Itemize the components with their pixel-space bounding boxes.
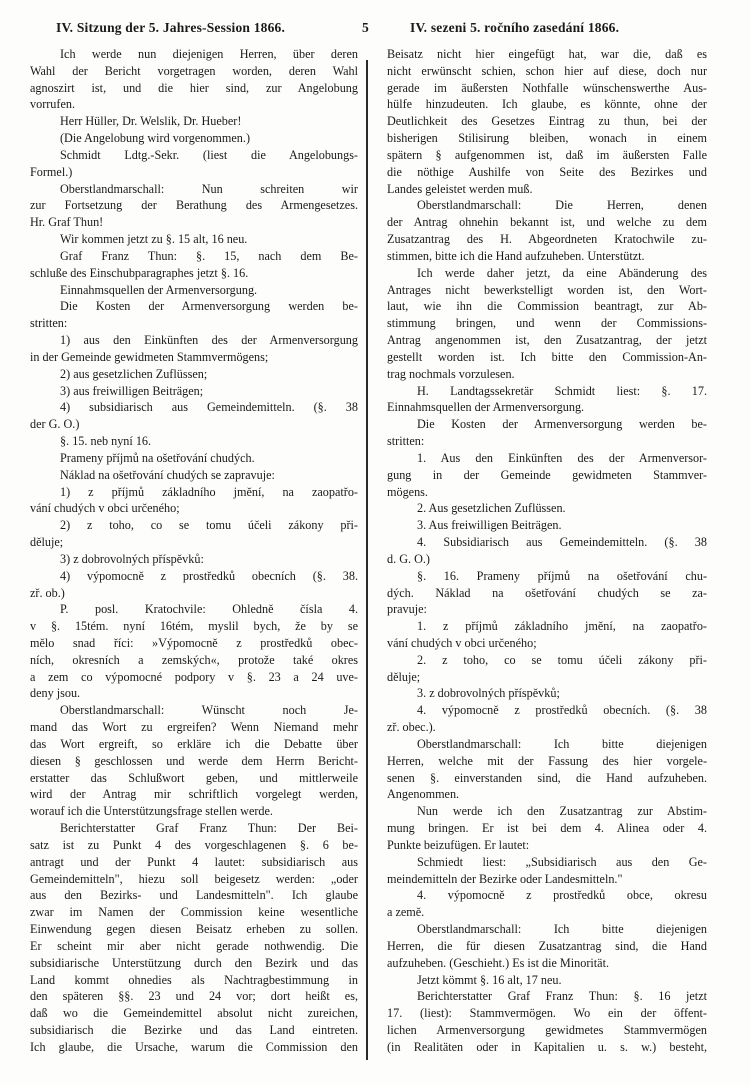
text-line: 2. Aus gesetzlichen Zuflüssen. xyxy=(417,501,566,516)
text-line: Einnahmsquellen der Armenversorgung. xyxy=(60,282,258,297)
text-line: stritten: xyxy=(387,434,425,449)
text-line: mung bringen. Er ist bei dem 4. Alinea oder 4. xyxy=(387,821,707,836)
text-line: Schmiedt liest: „Subsidiarisch aus den Ge- xyxy=(417,854,707,869)
text-line: ních, okresních a zemských«, protože také okres xyxy=(30,652,358,667)
text-line: Herr Hüller, Dr. Welslik, Dr. Hueber! xyxy=(60,114,242,129)
text-line: antragt und der Punkt 4 lautet: subsidiarisch aus xyxy=(30,854,358,869)
right-column-german-czech xyxy=(387,46,707,1056)
text-line: mögens. xyxy=(387,484,428,499)
text-line: stritten: xyxy=(30,316,68,331)
text-line: Zusatzantrag des H. Abgeordneten Kratochwile zu- xyxy=(387,232,707,247)
text-line: Nun werde ich den Zusatzantrag zur Abstim- xyxy=(417,804,707,819)
text-line: satz ist zu Punkt 4 des vorgeschlagenen §. 6 be- xyxy=(30,837,358,852)
text-line: gerade im äußersten Nothfalle wünschenswerthe Aus- xyxy=(387,80,707,95)
text-line: Oberstlandmarschall: Ich bitte diejenigen xyxy=(417,922,707,937)
text-line: schluße des Einschubparagraphes jetzt §. 16. xyxy=(30,265,249,280)
text-line: v §. 15tém. nyní 16tém, myslil bych, že by se xyxy=(30,619,358,634)
text-line: d. G. O.) xyxy=(387,551,430,566)
text-line: Die Kosten der Armenversorgung werden be- xyxy=(60,299,358,314)
text-line: děluje; xyxy=(30,535,64,550)
header-right-title: IV. sezeni 5. ročního zasedání 1866. xyxy=(410,20,620,35)
text-line: subsidiarisch die Bezirke und das Land eintreten. xyxy=(30,1023,358,1038)
text-line: 4) výpomocně z prostředků obecních (§. 38. xyxy=(60,568,358,583)
text-line: laut, wie ihn die Commission beantragt, zur Ab- xyxy=(387,299,707,314)
text-line: agnoszirt ist, und die hier sind, zur Angelobung xyxy=(30,80,358,95)
text-line: 4. Subsidiarisch aus Gemeindemitteln. (§. 38 xyxy=(417,535,707,550)
text-line: daß wo die Gemeindemittel absolut nicht zureichen, xyxy=(30,1006,358,1021)
text-line: 1) z příjmů základního jmění, na zaopatřo- xyxy=(60,484,358,499)
page-number: 5 xyxy=(362,20,369,35)
text-line: den späteren §§. 23 und 24 vor; dort heißt es, xyxy=(30,989,358,1004)
text-line: Graf Franz Thun: §. 15, nach dem Be- xyxy=(60,248,358,263)
text-line: §. 15. neb nyní 16. xyxy=(60,434,152,449)
header-left-title: IV. Sitzung der 5. Jahres-Session 1866. xyxy=(56,20,286,35)
text-line: Oberstlandmarschall: Nun schreiten wir xyxy=(60,181,358,196)
text-line: vorrufen. xyxy=(30,97,76,112)
text-line: Er scheint mir aber nicht gerade nothwendig. Die xyxy=(30,938,358,953)
text-line: der Antrag ohnehin bekannt ist, und welche zu dem xyxy=(387,215,707,230)
text-line: erstatter das Schlußwort geben, und mittlerweile xyxy=(30,770,358,785)
text-line: stimmung bringen, und wenn der Commissions- xyxy=(387,316,707,331)
text-line: trag nochmals vorzulesen. xyxy=(387,366,515,381)
text-line: Ich werde nun diejenigen Herren, über deren xyxy=(60,47,358,61)
text-line: Landes geleistet werden muß. xyxy=(387,181,533,196)
text-line: 4) subsidiarisch aus Gemeindemitteln. (§. 38 xyxy=(60,400,358,415)
text-line: §. 16. Prameny příjmů na ošetřování chu- xyxy=(417,568,707,583)
text-line: gestellt worden ist. Ich bitte den Commission-An- xyxy=(387,349,707,364)
text-line: (Die Angelobung wird vorgenommen.) xyxy=(60,131,251,146)
text-line: Antrages nicht bewerkstelligt worden ist, den Wort- xyxy=(387,282,707,297)
text-line: Punkte beizufügen. Er lautet: xyxy=(387,837,530,852)
text-line: zwar im Namen der Commission keine wesentliche xyxy=(30,905,358,920)
text-line: meindemitteln der Bezirke oder Landesmitteln." xyxy=(387,871,623,886)
text-line: mělo snad říci: »Výpomocně z prostředků obec- xyxy=(30,635,358,650)
text-line: zur Fortsetzung der Berathung des Armengesetzes. xyxy=(30,198,358,213)
text-line: Wir kommen jetzt zu §. 15 alt, 16 neu. xyxy=(60,232,248,247)
text-line: Náklad na ošetřování chudých se zapravuje: xyxy=(60,467,275,482)
text-line: 17. (liest): Stammvermögen. Wo ein der öffent- xyxy=(387,1006,707,1021)
text-line: diesen § geschlossen und werde dem Herrn Bericht- xyxy=(30,753,358,768)
text-line: 1. z příjmů základního jmění, na zaopatřo- xyxy=(417,619,707,634)
text-line: in der Gemeinde gewidmeten Stammvermögens; xyxy=(30,349,269,364)
text-line: zř. obec.). xyxy=(387,720,436,735)
left-column-german-czech xyxy=(30,46,358,1056)
text-line: Prameny příjmů na ošetřování chudých. xyxy=(60,450,255,465)
text-line: Schmidt Ldtg.-Sekr. (liest die Angelobungs- xyxy=(60,147,358,162)
text-line: a zem co výpomocné podpory v §. 23 a 24 uve- xyxy=(30,669,358,684)
text-line: Jetzt kömmt §. 16 alt, 17 neu. xyxy=(417,972,562,987)
text-line: subsidiarische Unterstützung durch den Bezirk und das xyxy=(30,955,358,970)
text-line: Oberstlandmarschall: Wünscht noch Je- xyxy=(60,703,358,718)
text-line: Herren, welche mit der Fassung des hier vorgele- xyxy=(387,753,707,768)
text-line: Oberstlandmarschall: Ich bitte diejenigen xyxy=(417,736,707,751)
text-line: 3. z dobrovolných příspěvků; xyxy=(417,686,560,701)
text-line: Die Kosten der Armenversorgung werden be- xyxy=(417,417,707,432)
text-line: lichen Armenversorgung gewidmetes Stammvermögen xyxy=(387,1023,707,1038)
text-line: nicht erwünscht schien, schon hier auf diese, doch nur xyxy=(387,63,707,78)
column-divider xyxy=(366,60,368,1060)
text-line: 3. Aus freiwilligen Beiträgen. xyxy=(417,518,562,533)
text-line: Beisatz nicht hier eingefügt hat, war die, daß es xyxy=(387,47,707,61)
text-line: worauf ich die Unterstützungsfrage stellen werde. xyxy=(30,804,273,819)
text-line: die nöthige Aushilfe von Seite des Bezirkes und xyxy=(387,164,707,179)
text-line: Herren, die für diesen Zusatzantrag sind, die Hand xyxy=(387,938,707,953)
text-line: Wahl der Bericht vorgetragen worden, deren Wahl xyxy=(30,63,358,78)
text-line: 3) aus freiwilligen Beiträgen; xyxy=(60,383,204,398)
text-line: deny jsou. xyxy=(30,686,81,701)
text-line: děluje; xyxy=(387,669,421,684)
text-line: wird der Antrag mir schriftlich vorgelegt werden, xyxy=(30,787,358,802)
text-line: 1) aus den Einkünften des der Armenversorgung xyxy=(60,333,358,348)
text-line: der G. O.) xyxy=(30,417,80,432)
text-line: das Wort ergreift, so erkläre ich die Debatte über xyxy=(30,736,358,751)
text-line: Berichterstatter Graf Franz Thun: §. 16 jetzt xyxy=(417,989,707,1004)
text-line: Oberstlandmarschall: Die Herren, denen xyxy=(417,198,707,213)
text-line: Hr. Graf Thun! xyxy=(30,215,104,230)
text-line: Deutlichkeit des Gesetzes Eintrag zu thun, bei der xyxy=(387,114,707,129)
text-line: 2) aus gesetzlichen Zuflüssen; xyxy=(60,366,208,381)
text-line: spätern § aufgenommen ist, daß im äußersten Falle xyxy=(387,147,707,162)
text-line: Ich werde daher jetzt, da eine Abänderung des xyxy=(417,265,707,280)
text-line: P. posl. Kratochvile: Ohledně čísla 4. xyxy=(60,602,358,617)
text-line: gung in der Gemeinde gewidmeten Stammver- xyxy=(387,467,707,482)
text-line: Angenommen. xyxy=(387,787,460,802)
text-line: aus den Bezirks- und Landesmitteln". Ich glaube xyxy=(30,888,358,903)
text-line: zř. ob.) xyxy=(30,585,65,600)
text-line: Land kommt ohnedies als Nachtragbestimmung in xyxy=(30,972,358,987)
text-line: Formel.) xyxy=(30,164,73,179)
text-line: Gemeindemitteln", hiezu soll beigesetz werden: „oder xyxy=(30,871,358,886)
text-line: 3) z dobrovolných příspěvků: xyxy=(60,551,204,566)
text-line: 4. výpomocně z prostředků obce, okresu xyxy=(417,888,707,903)
text-line: pravuje: xyxy=(387,602,427,617)
text-line: (in Realitäten oder in Kapitalien u. s. w.) besteht, xyxy=(387,1039,707,1054)
text-line: Einwendung gegen diesen Beisatz erheben zu sollen. xyxy=(30,922,358,937)
text-line: a země. xyxy=(387,905,425,920)
text-line: 2) z toho, co se tomu účeli zákony při- xyxy=(60,518,358,533)
text-line: 1. Aus den Einkünften des der Armenversor- xyxy=(417,450,707,465)
text-line: Einnahmsquellen der Armenversorgung. xyxy=(387,400,585,415)
text-line: Antrag angenommen ist, den Zusatzantrag, der jetzt xyxy=(387,333,707,348)
text-line: bisherigen Stilisirung bleiben, wonach in einem xyxy=(387,131,707,146)
text-line: 2. z toho, co se tomu účeli zákony při- xyxy=(417,652,707,667)
text-line: Ich glaube, die Ursache, warum die Commission den xyxy=(30,1039,358,1054)
text-line: vání chudých v obci určeného; xyxy=(387,635,537,650)
text-line: senen §. einverstanden sind, die Hand aufzuheben. xyxy=(387,770,707,785)
text-line: vání chudých v obci určeného; xyxy=(30,501,180,516)
text-line: mand das Wort zu ergreifen? Wenn Niemand mehr xyxy=(30,720,358,735)
text-line: dých. Náklad na ošetřování chudých se za- xyxy=(387,585,707,600)
text-line: hülfe hinzudeuten. Ich glaube, es könnte, ohne der xyxy=(387,97,707,112)
text-line: 4. výpomocně z prostředků obecních. (§. 38 xyxy=(417,703,707,718)
text-line: H. Landtagssekretär Schmidt liest: §. 17. xyxy=(417,383,707,398)
text-line: aufzuheben. (Geschieht.) Es ist die Minorität. xyxy=(387,955,610,970)
text-line: Berichterstatter Graf Franz Thun: Der Bei- xyxy=(60,821,358,836)
text-line: stimmen, bitte ich die Hand aufzuheben. Unterstützt. xyxy=(387,248,645,263)
